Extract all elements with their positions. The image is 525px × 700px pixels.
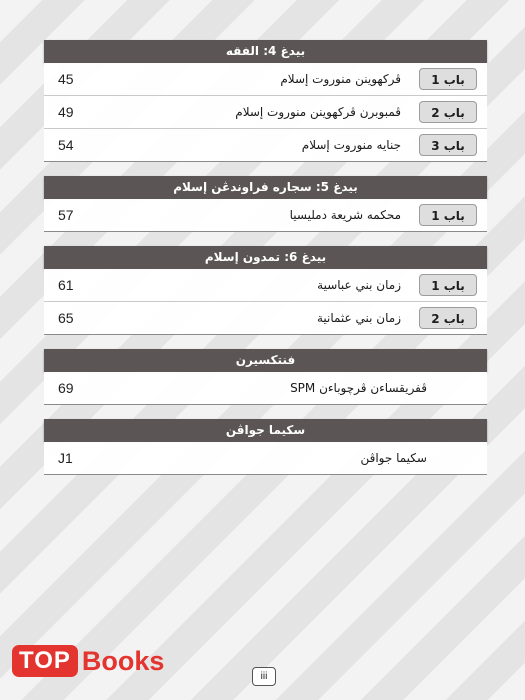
topbooks-logo [12, 645, 164, 677]
chapter-title: زمان بني عثمانية [316, 311, 401, 325]
toc-row[interactable] [44, 199, 487, 231]
section-appendix [44, 349, 487, 405]
chapter-title: ڤركهوينن منوروت إسلام [280, 72, 401, 86]
section-fiqh [44, 40, 487, 162]
toc-row[interactable] [44, 96, 487, 129]
page-number: 61 [58, 277, 74, 293]
toc-row[interactable] [44, 442, 487, 474]
page-number: J1 [58, 450, 73, 466]
chapter-title: زمان بني عباسية [317, 278, 401, 292]
chapter-title: محكمه شريعة دمليسيا [289, 208, 401, 222]
section-header: بيدغ 6: تمدون إسلام [44, 246, 487, 269]
chapter-title: جنايه منوروت إسلام [301, 138, 401, 152]
page-number: 57 [58, 207, 74, 223]
logo-books-text: Books [81, 645, 165, 676]
chapter-badge: باب 1 [419, 204, 477, 226]
chapter-badge: باب 3 [419, 134, 477, 156]
logo-top-text: TOP [12, 645, 78, 677]
section-civilization [44, 246, 487, 335]
section-rows [44, 442, 487, 475]
toc-row[interactable] [44, 302, 487, 334]
section-header: بيدغ 5: سجاره فراوندڠن إسلام [44, 176, 487, 199]
page-number-footer: iii [252, 667, 276, 686]
chapter-badge: باب 1 [419, 68, 477, 90]
page-number: 65 [58, 310, 74, 326]
section-header: سكيما جواڤن [44, 419, 487, 442]
toc-row[interactable] [44, 372, 487, 404]
chapter-badge: باب 1 [419, 274, 477, 296]
toc-row[interactable] [44, 63, 487, 96]
page-number: 45 [58, 71, 74, 87]
chapter-badge: باب 2 [419, 101, 477, 123]
page-number: 54 [58, 137, 74, 153]
section-rows [44, 372, 487, 405]
chapter-title: ڤفريقساءن ڤرچوباءن SPM [290, 381, 427, 395]
toc-row[interactable] [44, 129, 487, 161]
chapter-title: ڤمبوبرن ڤركهوينن منوروت إسلام [235, 105, 401, 119]
page-number: 69 [58, 380, 74, 396]
section-rows [44, 269, 487, 335]
chapter-badge: باب 2 [419, 307, 477, 329]
toc-row[interactable] [44, 269, 487, 302]
section-rows [44, 199, 487, 232]
section-rows [44, 63, 487, 162]
table-of-contents [44, 40, 487, 489]
section-answer-scheme [44, 419, 487, 475]
section-history [44, 176, 487, 232]
chapter-title: سكيما جواڤن [360, 451, 427, 465]
section-header: فنتكسيرن [44, 349, 487, 372]
section-header: بيدغ 4: الفقه [44, 40, 487, 63]
page-number: 49 [58, 104, 74, 120]
